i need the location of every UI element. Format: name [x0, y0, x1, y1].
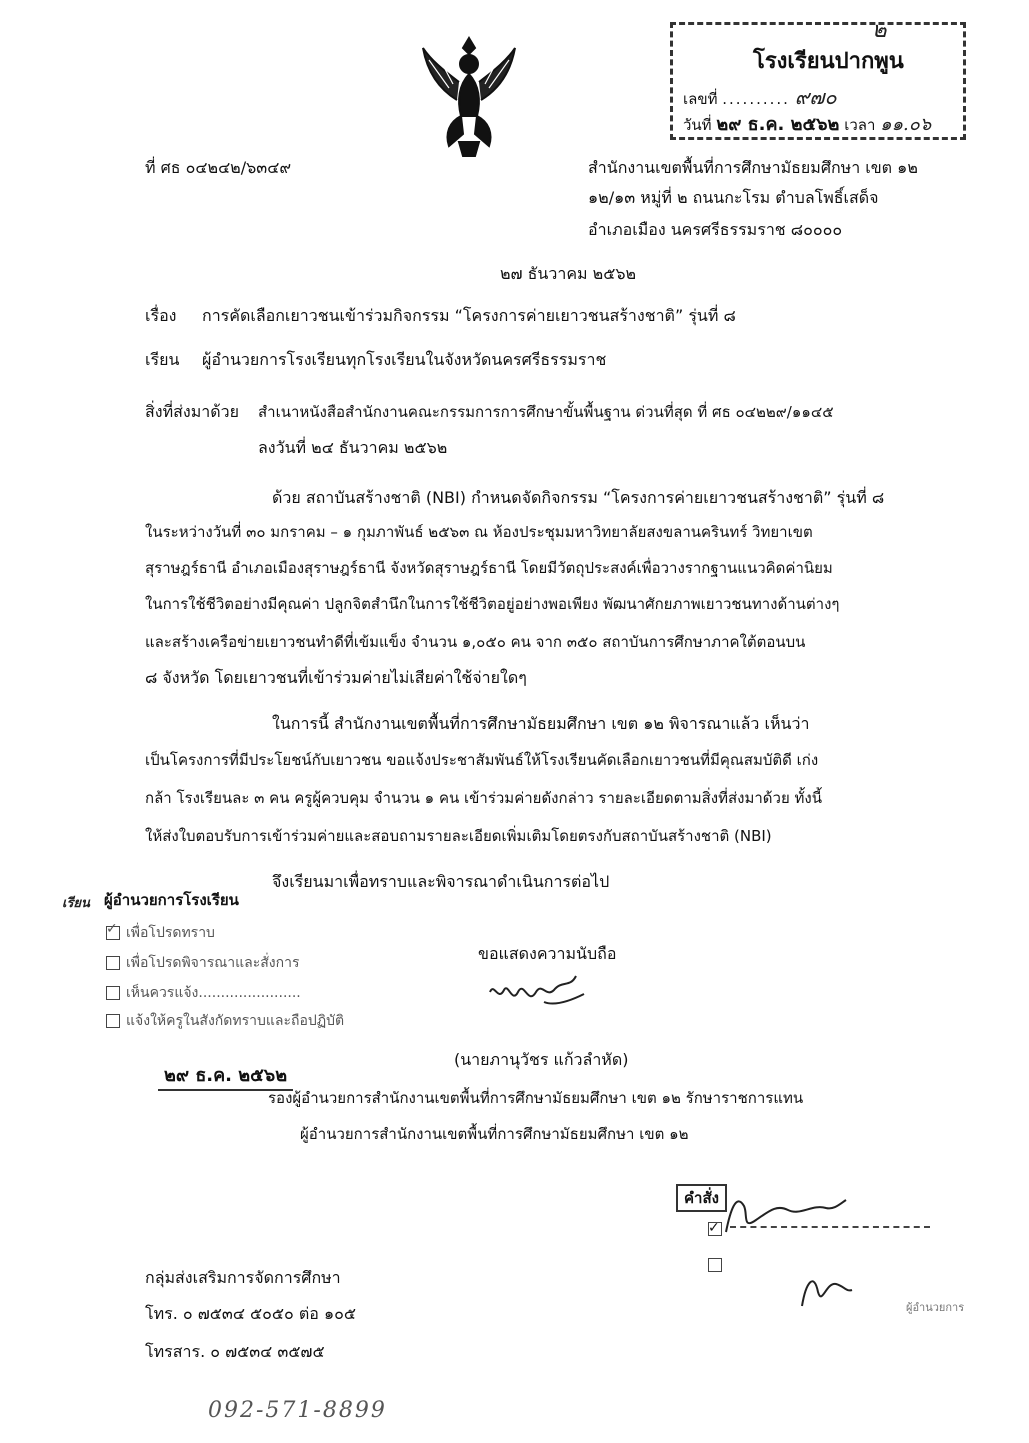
- checkbox-checked-icon: [708, 1222, 722, 1236]
- to-text: ผู้อำนวยการโรงเรียนทุกโรงเรียนในจังหวัดนครศรีธรรมราช: [202, 350, 607, 369]
- stamp-date-value: ๒๙ ธ.ค. ๒๕๖๒: [716, 114, 840, 135]
- memo-title: ผู้อำนวยการโรงเรียน: [104, 891, 239, 909]
- attachment-line1: สำเนาหนังสือสำนักงานคณะกรรมการการศึกษาขั้นพื้นฐาน ด่วนที่สุด ที่ ศธ ๐๔๒๒๙/๑๑๔๕: [258, 403, 834, 421]
- checkbox-icon: [106, 986, 120, 1000]
- footer-dept: กลุ่มส่งเสริมการจัดการศึกษา: [145, 1268, 341, 1287]
- signer-name: (นายภานุวัชร แก้วลำหัด): [454, 1050, 629, 1069]
- memo-option-3: เห็นควรแจ้ง.......................: [106, 982, 301, 1004]
- order-stamp-caption: ผู้อำนวยการ: [906, 1301, 965, 1314]
- para1-line6: ๘ จังหวัด โดยเยาวชนที่เข้าร่วมค่ายไม่เสียค่าใช้จ่ายใดๆ: [145, 668, 527, 687]
- handwritten-phone: 092-571-8899: [208, 1398, 387, 1423]
- stamp-time-value: ๑๑.๐๖: [880, 114, 932, 135]
- footer-fax: โทรสาร. ๐ ๗๕๓๔ ๓๕๗๕: [145, 1342, 325, 1361]
- memo-prefix: เรียน: [62, 896, 90, 911]
- page-mark: ๒: [872, 18, 887, 43]
- para2-line1: ในการนี้ สำนักงานเขตพื้นที่การศึกษามัธยมศึกษา เขต ๑๒ พิจารณาแล้ว เห็นว่า: [272, 714, 810, 733]
- receipt-stamp: [670, 22, 966, 140]
- memo-option-1: ✓เพื่อโปรดทราบ: [106, 922, 215, 944]
- memo-option-2: เพื่อโปรดพิจารณาและสั่งการ: [106, 952, 299, 974]
- signer-position1: รองผู้อำนวยการสำนักงานเขตพื้นที่การศึกษามัธยมศึกษา เขต ๑๒ รักษาราชการแทน: [268, 1089, 804, 1107]
- footer-tel: โทร. ๐ ๗๕๓๔ ๕๐๕๐ ต่อ ๑๐๕: [145, 1304, 356, 1323]
- memo-stamp: [62, 886, 362, 1036]
- subject-text: การคัดเลือกเยาวชนเข้าร่วมกิจกรรม “โครงการค่ายเยาวชนสร้างชาติ” รุ่นที่ ๘: [202, 306, 736, 325]
- stamp-date-label: วันที่: [683, 116, 712, 134]
- checkbox-checked-icon: [106, 926, 120, 940]
- signature-mark-icon: [484, 962, 594, 1018]
- order-stamp-title: คำสั่ง: [676, 1184, 727, 1212]
- letter-date: ๒๗ ธันวาคม ๒๕๖๒: [500, 264, 637, 283]
- para1-line2: ในระหว่างวันที่ ๓๐ มกราคม – ๑ กุมภาพันธ์ ๒๕๖๓ ณ ห้องประชุมมหาวิทยาลัยสงขลานครินทร์ วิทยาเขต: [145, 523, 813, 541]
- stamp-date-row: [683, 109, 931, 138]
- office-address-line3: อำเภอเมือง นครศรีธรรมราช ๘๐๐๐๐: [588, 220, 843, 239]
- para1-line1: ด้วย สถาบันสร้างชาติ (NBI) กำหนดจัดกิจกรรม “โครงการค่ายเยาวชนสร้างชาติ” รุ่นที่ ๘: [272, 488, 885, 507]
- reference-number: ที่ ศธ ๐๔๒๔๒/๖๓๔๙: [145, 158, 292, 177]
- office-address-line2: ๑๒/๑๓ หมู่ที่ ๒ ถนนกะโรม ตำบลโพธิ์เสด็จ: [588, 188, 879, 207]
- stamp-number-row: เลขที่ .......... ๙๗๐: [683, 85, 837, 109]
- memo-date: ๒๙ ธ.ค. ๒๕๖๒: [158, 1060, 293, 1091]
- para2-line4: ให้ส่งใบตอบรับการเข้าร่วมค่ายและสอบถามรายละเอียดเพิ่มเติมโดยตรงกับสถาบันสร้างชาติ (NBI): [145, 827, 772, 845]
- attachment-label: สิ่งที่ส่งมาด้วย: [145, 402, 239, 421]
- office-address-line1: สำนักงานเขตพื้นที่การศึกษามัธยมศึกษา เขต ๑๒: [588, 158, 918, 177]
- checkbox-icon: [106, 1014, 120, 1028]
- initial-mark-icon: [796, 1262, 856, 1312]
- signer-position2: ผู้อำนวยการสำนักงานเขตพื้นที่การศึกษามัธยมศึกษา เขต ๑๒: [300, 1125, 689, 1143]
- checkbox-icon: [106, 956, 120, 970]
- stamp-number-value: ๙๗๐: [794, 85, 837, 109]
- attachment-line2: ลงวันที่ ๒๔ ธันวาคม ๒๕๖๒: [258, 438, 448, 457]
- para2-line2: เป็นโครงการที่มีประโยชน์กับเยาวชน ขอแจ้งประชาสัมพันธ์ให้โรงเรียนคัดเลือกเยาวชนที่มีคุณสมบัติดี เก่ง: [145, 751, 819, 769]
- garuda-emblem-icon: [418, 30, 520, 160]
- director-signature-icon: [716, 1182, 856, 1242]
- para1-line3: สุราษฎร์ธานี อำเภอเมืองสุราษฎร์ธานี จังหวัดสุราษฎร์ธานี โดยมีวัตถุประสงค์เพื่อวางรากฐานแนวคิดค่านิยม: [145, 559, 833, 577]
- checkbox-icon: [708, 1258, 722, 1272]
- stamp-number-label: เลขที่: [683, 90, 718, 108]
- order-stamp: [676, 1182, 976, 1342]
- stamp-school-name: โรงเรียนปากพูน: [753, 49, 904, 74]
- memo-option-4: แจ้งให้ครูในสังกัดทราบและถือปฏิบัติ: [106, 1010, 344, 1032]
- para1-line5: และสร้างเครือข่ายเยาวชนทำดีที่เข้มแข็ง จำนวน ๑,๐๕๐ คน จาก ๓๕๐ สถาบันการศึกษาภาคใต้ตอนบน: [145, 633, 806, 651]
- regards-text: ขอแสดงความนับถือ: [478, 944, 617, 963]
- stamp-time-label: เวลา: [844, 116, 876, 134]
- para1-line4: ในการใช้ชีวิตอย่างมีคุณค่า ปลูกจิตสำนึกในการใช้ชีวิตอยู่อย่างพอเพียง พัฒนาศักยภาพเยาวชนทางด้านต่างๆ: [145, 595, 840, 613]
- para2-line3: กล้า โรงเรียนละ ๓ คน ครูผู้ควบคุม จำนวน ๑ คน เข้าร่วมค่ายดังกล่าว รายละเอียดตามสิ่งที่ส่งมาด้วย ทั้งนี้: [145, 789, 822, 807]
- to-label: เรียน: [145, 350, 180, 369]
- subject-label: เรื่อง: [145, 306, 177, 325]
- closing-line: จึงเรียนมาเพื่อทราบและพิจารณาดำเนินการต่อไป: [272, 872, 610, 891]
